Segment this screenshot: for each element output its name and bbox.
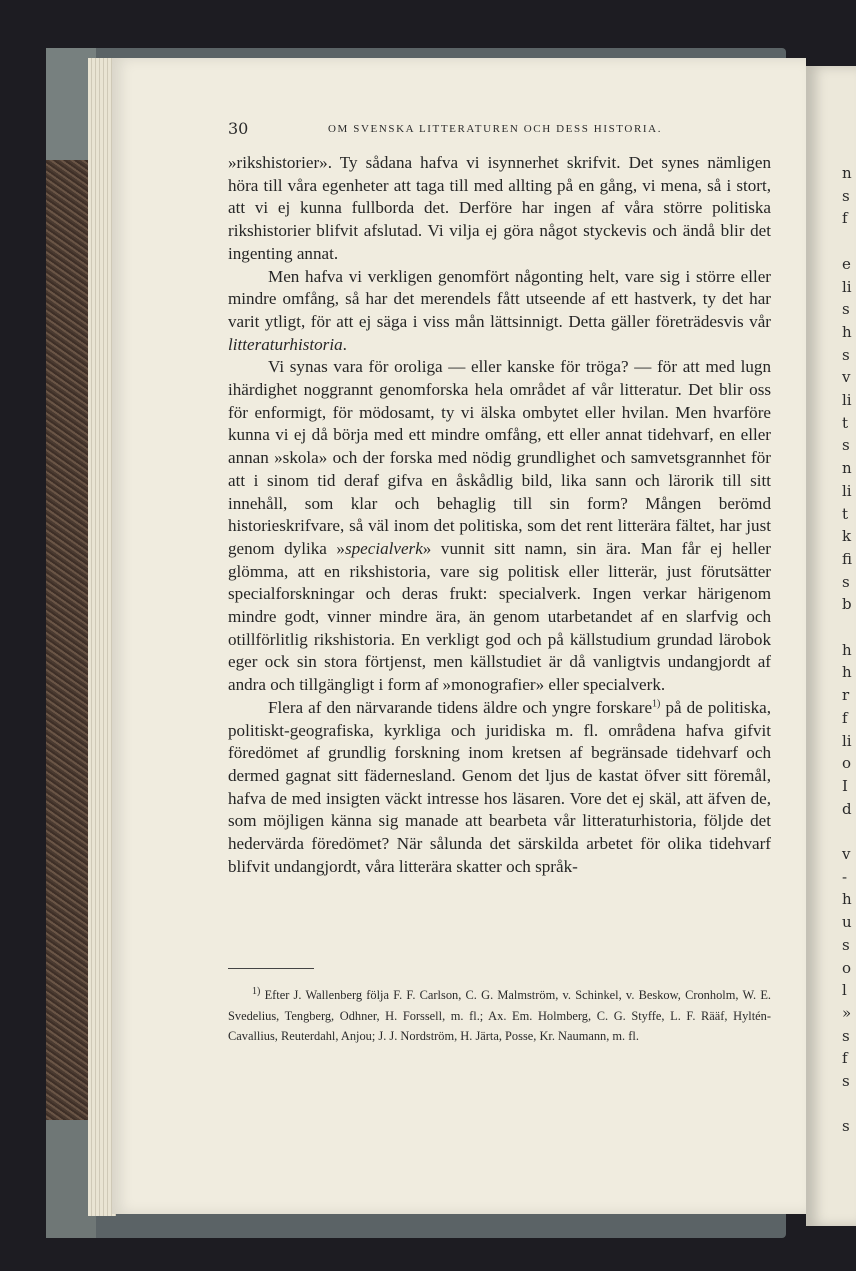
next-page-letter: s (842, 572, 850, 591)
next-page-letter: t (842, 413, 849, 432)
paragraph-4 (228, 697, 771, 879)
next-page-letter: s (842, 1072, 850, 1090)
next-page-letter: s (842, 1117, 850, 1136)
paragraph-1 (228, 152, 771, 266)
next-page-letter: e (842, 254, 851, 273)
paragraph-3 (228, 356, 771, 697)
emphasized-term: specialverk (344, 538, 423, 558)
next-page-letter: h (842, 663, 852, 682)
paragraph-text: »rikshistorier». Ty sådana hafva vi isynnerhet skrifvit. Det synes nämligen höra till våra egenheter att taga till med allting på en gång, vi mena, så i stort, att vi ej kunna fullborda det. Derföre har ingen af våra större politiska rikshistorier blifvit afslutad. Vi vilja ej göra något styckevis och ändå blir det ingenting annat. (228, 153, 771, 263)
paragraph-text: » vunnit sitt namn, sin ära. Man får ej heller glömma, att en rikshistoria, vare sig politisk eller litterär, just förutsätter specialforskningar och deras frukt: specialverk. Ingen verkar härigenom mindre godt, vinner mindre ära, än genom utarbetandet af en slarfvig och otillförlitlig rikshistoria. En verkligt god och på källstudium grundad lärobok eger ock sin stora förtjenst, men källstudiet är då vanligtvis undangjordt af andra och tillgängligt i form af »monografier» eller specialverk. (228, 538, 771, 695)
next-page-letter: r (842, 686, 850, 705)
next-page-letter: n (842, 164, 852, 182)
footnote-marker: 1) (252, 985, 261, 997)
next-page-letter: li (842, 277, 852, 296)
footnote-text: Efter J. Wallenberg följa F. F. Carlson, C. G. Malmström, v. Schinkel, v. Beskow, Cronholm, W. E. Svedelius, Tengberg, Odhner, H. Forssell, m. fl.; Ax. Em. Holmberg, C. G. Styffe, L. F. Rääf, Hyltén-Cavallius, Reuterdahl, Anjou; J. J. Nordström, H. Järta, Posse, Kr. Naumann, m. fl. (228, 988, 771, 1043)
next-page-letter: s (842, 935, 850, 954)
paragraph-text: Vi synas vara för oroliga — eller kanske för tröga? — för att med lugn ihärdighet noggrannt genomforska hela området af vår litteratur. Det blir oss för enformigt, för mödosamt, ty vi älska ombytet eller hvilan. Men hvarföre kunna vi ej då börja med ett mindre omfång, ett eller annat tidehvarf, en eller annan »skola» och der forska med nödig grundlighet och samvetsgrannhet för att i sinom tid deraf gifva en åskådlig bild, lika sann och lärorik till sitt innehåll, som klar och behaglig till sin form? Mången berömd historieskrifvare, så väl inom det politiska, som det rent litterära fältet, har just genom dylika » (228, 357, 771, 558)
paragraph-text: på de politiska, politiskt-geografiska, kyrkliga och juridiska m. fl. områdena hafva gifvit föredömet af grundlig forskning inom kretsen af begränsade tidehvarf och dermed gagnat sitt fädernesland. Genom det ljus de kastat öfver sitt föremål, hafva de med insigten väckt intresse hos läsaren. Vore det ej skäl, att äfven de, som möjligen känna sig manade att bearbeta vår litteraturhistoria, följde det hedervärda föredömet? När sålunda det särskilda arbetet för olika tidehvarf blifvit undangjordt, våra litterära skatter och språk- (228, 697, 771, 876)
next-page-letter: f (842, 209, 848, 228)
paragraph-text: Flera af den närvarande tidens äldre och yngre forskare (268, 697, 653, 717)
footnote-reference: 1) (652, 698, 661, 710)
next-page-letter: I (842, 776, 848, 795)
next-page-letter: f (842, 1049, 848, 1068)
next-page-letter: f (842, 708, 848, 727)
next-page-letter: - (842, 867, 848, 886)
next-page-letter: » (842, 1003, 852, 1022)
next-page-letter: h (842, 640, 852, 659)
next-page-letter: h (842, 890, 852, 909)
next-page-letter: t (842, 504, 849, 523)
next-page-letter: s (842, 1026, 850, 1045)
next-page-letter: li (842, 731, 852, 750)
next-page-letter: v (842, 845, 851, 863)
next-page-letter: o (842, 958, 852, 977)
running-title: OM SVENSKA LITTERATUREN OCH DESS HISTORIA. (328, 123, 663, 135)
next-page-letter: s (842, 436, 850, 455)
next-page-letter: s (842, 186, 850, 205)
next-page-letter: v (842, 368, 851, 387)
next-page-letter: l (842, 981, 847, 1000)
next-page-letter: s (842, 300, 850, 319)
next-page-letter: o (842, 754, 852, 773)
next-page-letter: b (842, 595, 852, 614)
next-page-letter: n (842, 459, 852, 478)
next-page-letter: u (842, 913, 852, 932)
next-page-letter: li (842, 481, 852, 500)
page-header (228, 119, 688, 141)
next-page-letter: s (842, 345, 850, 364)
emphasized-term: litteraturhistoria (228, 334, 343, 354)
next-page-letter: d (842, 799, 852, 818)
body-text (228, 152, 771, 879)
next-page-letter: h (842, 322, 852, 341)
next-page-letter: li (842, 391, 852, 409)
marbled-spine (46, 160, 92, 1120)
footnote-divider (228, 968, 314, 969)
footnote (228, 985, 771, 1047)
next-page-letter: k (842, 527, 852, 546)
next-page-letter: fi (842, 549, 853, 568)
paragraph-2 (228, 266, 771, 357)
paragraph-text: Men hafva vi verkligen genomfört någonting helt, vare sig i större eller mindre omfång, så har det merendels fått utseende af ett hastverk, ty det har varit ytligt, för att ej säga i viss mån lättsinnigt. Detta gäller företrädesvis vår (228, 266, 771, 331)
page-number: 30 (228, 119, 249, 138)
paragraph-text: . (342, 334, 347, 354)
next-page-edge (806, 66, 856, 1226)
